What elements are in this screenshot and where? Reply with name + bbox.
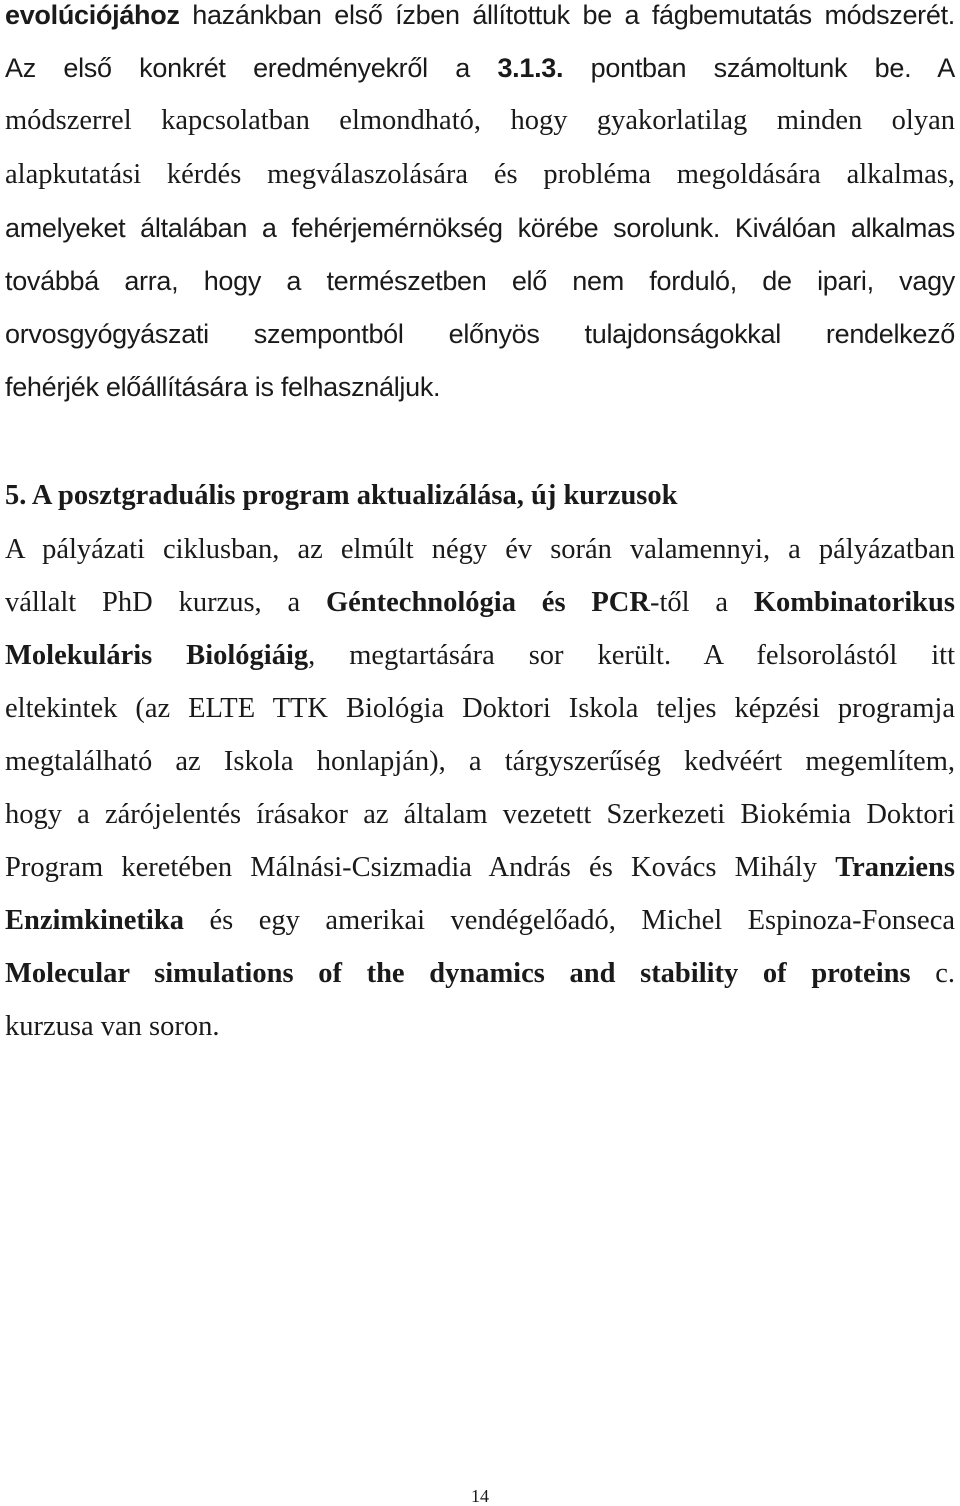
text-run: továbbá arra, hogy a természetben elő nem forduló, de ipari, vagy — [5, 266, 955, 296]
text-line — [5, 642, 955, 671]
text-run: Az első konkrét eredményekről a — [5, 53, 498, 83]
text-run: A pályázati ciklusban, az elmúlt négy év során valamennyi, a pályázatban — [5, 534, 955, 565]
text-run: eltekintek (az ELTE TTK Biológia Doktori Iskola teljes képzési programja — [5, 693, 955, 724]
text-line — [5, 748, 955, 777]
text-run: vállalt PhD kurzus, a — [5, 587, 326, 618]
text-run: -től a — [649, 587, 754, 618]
text-run: amelyeket általában a fehérjemérnökség körébe sorolunk. Kiválóan alkalmas — [5, 213, 955, 243]
text-run: c. — [910, 958, 955, 989]
text-line — [5, 55, 955, 82]
text-line — [5, 589, 955, 618]
text-line — [5, 536, 955, 565]
bold-text-run: Enzimkinetika — [5, 905, 184, 936]
text-line — [5, 960, 955, 989]
bold-text-run: Tranziens — [835, 852, 955, 883]
text-run: és egy amerikai vendégelőadó, Michel Espinoza-Fonseca — [183, 905, 955, 936]
text-line — [5, 268, 955, 295]
bold-text-run: Molekuláris Biológiáig — [5, 640, 309, 671]
page-number: 14 — [471, 1486, 489, 1506]
text-run: megtalálható az Iskola honlapján), a tárgyszerűség kedvéért megemlítem, — [5, 746, 955, 777]
text-run: pontban számoltunk be. A — [563, 53, 955, 83]
text-line — [5, 215, 955, 242]
text-line — [5, 1013, 955, 1042]
text-line — [5, 907, 955, 936]
text-run: módszerrel kapcsolatban elmondható, hogy gyakorlatilag minden olyan — [5, 105, 955, 136]
text-line — [5, 801, 955, 830]
text-line — [5, 854, 955, 883]
bold-text-run: Kombinatorikus — [753, 587, 955, 618]
bold-text-run: Géntechnológia és PCR — [325, 587, 650, 618]
text-line — [5, 161, 955, 190]
bold-text-run: evolúciójához — [5, 0, 180, 30]
text-line — [5, 2, 955, 29]
text-line — [5, 321, 955, 348]
text-line — [5, 695, 955, 724]
text-run: alapkutatási kérdés megválaszolására és probléma megoldására alkalmas, — [5, 159, 955, 190]
bold-text-run: Molecular simulations of the dynamics and stability of proteins — [5, 958, 911, 989]
section-heading: 5. A posztgraduális program aktualizálása, új kurzusok — [5, 480, 678, 511]
text-run: hazánkban első ízben állítottuk be a fágbemutatás módszerét. — [179, 0, 955, 30]
text-run: kurzusa van soron. — [5, 1011, 220, 1042]
text-line — [5, 374, 955, 401]
text-run: Program keretében Málnási-Csizmadia András és Kovács Mihály — [5, 852, 836, 883]
text-line — [5, 107, 955, 136]
text-run: fehérjék előállítására is felhasználjuk. — [5, 372, 441, 402]
text-run: orvosgyógyászati szempontból előnyös tulajdonságokkal rendelkező — [5, 319, 955, 349]
bold-text-run: 3.1.3. — [497, 53, 564, 83]
text-run: , megtartására sor került. A felsorolástól itt — [308, 640, 955, 671]
text-run: hogy a zárójelentés írásakor az általam vezetett Szerkezeti Biokémia Doktori — [5, 799, 955, 830]
